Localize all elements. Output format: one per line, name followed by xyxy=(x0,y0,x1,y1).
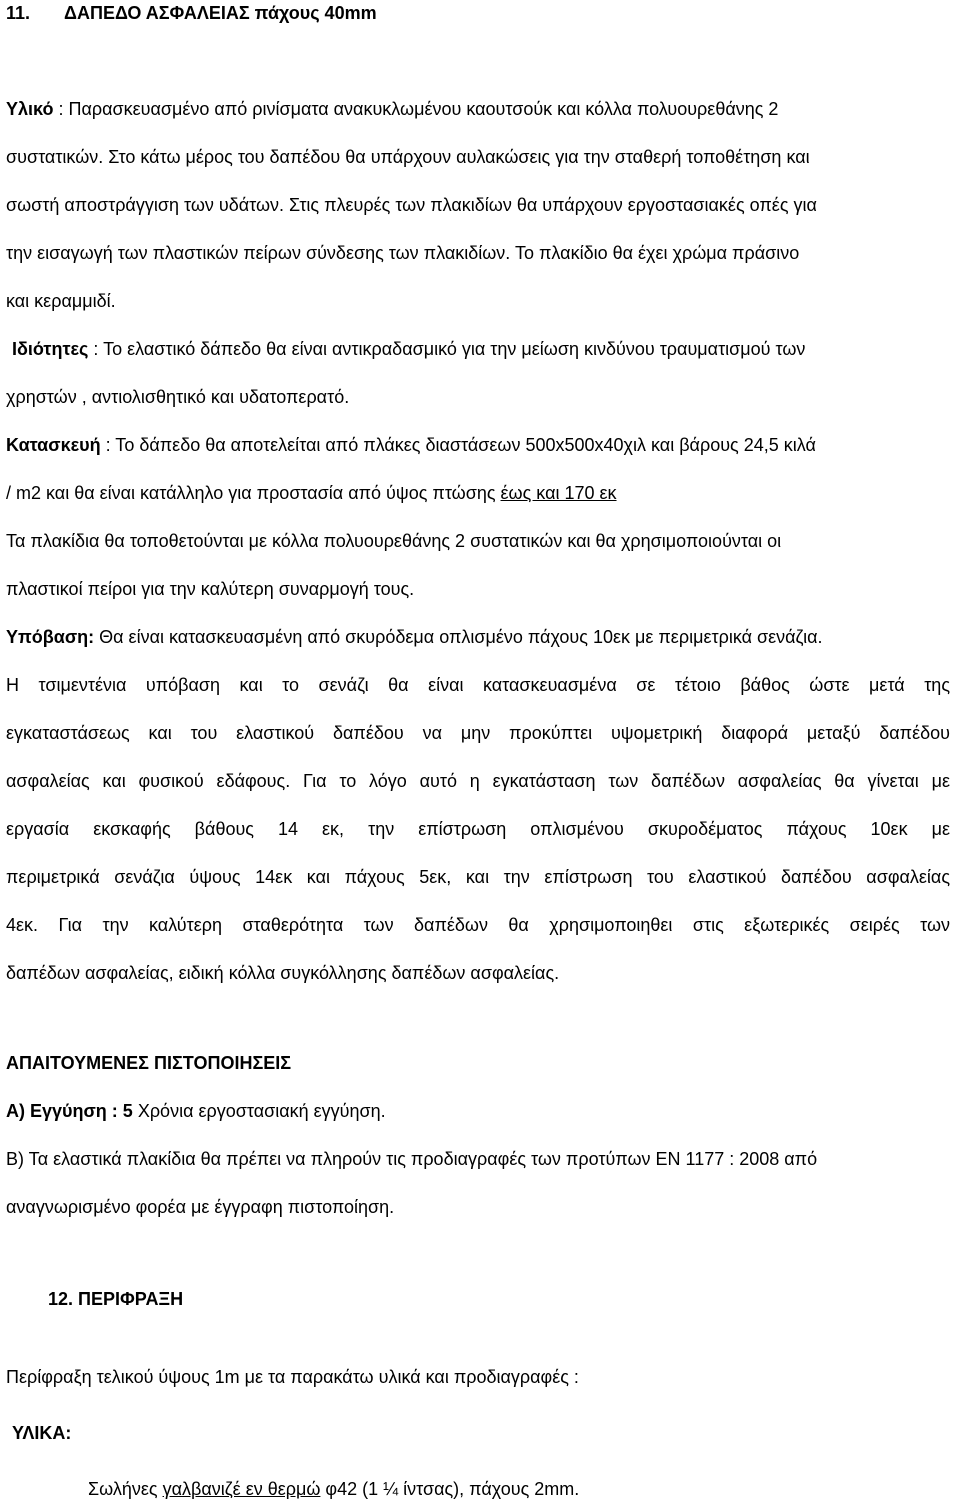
construction-label: Κατασκευή xyxy=(6,435,101,455)
certifications-heading: ΑΠΑΙΤΟΥΜΕΝΕΣ ΠΙΣΤΟΠΟΙΗΣΕΙΣ xyxy=(6,1053,292,1073)
base-paragraph-line-3: ασφαλείας και φυσικού εδάφους. Για το λόγο αυτό η εγκατάσταση των δαπέδων ασφαλείας θα γίνεται με xyxy=(6,771,950,791)
properties-line-2: χρηστών , αντιολισθητικό και υδατοπερατό. xyxy=(6,387,350,407)
base-line-1: Υπόβαση: Θα είναι κατασκευασμένη από σκυρόδεμα οπλισμένο πάχους 10εκ με περιμετρικά σενάζια. xyxy=(6,627,823,647)
base-paragraph-line-1: Η τσιμεντένια υπόβαση και το σενάζι θα είναι κατασκευασμένα σε τέτοιο βάθος ώστε μετά της xyxy=(6,675,950,695)
base-paragraph-line-2: εγκαταστάσεως και του ελαστικού δαπέδου να μην προκύπτει υψομετρική διαφορά μεταξύ δαπέδου xyxy=(6,723,950,743)
properties-line-1: Ιδιότητες : Το ελαστικό δάπεδο θα είναι αντικραδασμικό για την μείωση κινδύνου τραυματισμού των xyxy=(12,339,806,359)
material-line-4: την εισαγωγή των πλαστικών πείρων σύνδεσης των πλακιδίων. Το πλακίδιο θα έχει χρώμα πράσινο xyxy=(6,243,800,263)
section-12-heading: 12. ΠΕΡΙΦΡΑΞΗ xyxy=(48,1289,184,1309)
fence-intro: Περίφραξη τελικού ύψους 1m με τα παρακάτω υλικά και προδιαγραφές : xyxy=(6,1367,579,1387)
construction-line-4: πλαστικοί πείροι για την καλύτερη συναρμογή τους. xyxy=(6,579,415,599)
material-line-2: συστατικών. Στο κάτω μέρος του δαπέδου θα υπάρχουν αυλακώσεις για την σταθερή τοποθέτηση και xyxy=(6,147,810,167)
material-line-5: και κεραμμιδί. xyxy=(6,291,116,311)
fall-height-text: έως και 170 εκ xyxy=(500,483,617,503)
pipes-line: Σωλήνες γαλβανιζέ εν θερμώ φ42 (1 ¼ ίντσας), πάχους 2mm. xyxy=(88,1479,580,1499)
base-paragraph-line-6: 4εκ. Για την καλύτερη σταθερότητα των δαπέδων θα χρησιμοποιηθει στις εξωτερικές σειρές των xyxy=(6,915,950,935)
warranty-line: Α) Εγγύηση : 5 Χρόνια εργοστασιακή εγγύηση. xyxy=(6,1101,386,1121)
section-11-title: ΔΑΠΕΔΟ ΑΣΦΑΛΕΙΑΣ πάχους 40mm xyxy=(64,3,377,23)
construction-line-1: Κατασκευή : Το δάπεδο θα αποτελείται από πλάκες διαστάσεων 500x500x40χιλ και βάρους 24,5 κιλά xyxy=(6,435,816,455)
warranty-label: Α) Εγγύηση : 5 xyxy=(6,1101,133,1121)
galvanized-text: γαλβανιζέ εν θερμώ xyxy=(162,1479,321,1499)
section-11-number: 11. xyxy=(6,3,31,23)
base-paragraph-line-7: δαπέδων ασφαλείας, ειδική κόλλα συγκόλλησης δαπέδων ασφαλείας. xyxy=(6,963,560,983)
base-paragraph-line-5: περιμετρικά σενάζια ύψους 14εκ και πάχους 5εκ, και την επίστρωση του ελαστικού δαπέδου ασφαλείας xyxy=(6,867,950,887)
standards-line-1: Β) Τα ελαστικά πλακίδια θα πρέπει να πληρούν τις προδιαγραφές των προτύπων ΕΝ 1177 : 2008 από xyxy=(6,1149,818,1169)
material-line-1: Υλικό : Παρασκευασμένο από ρινίσματα ανακυκλωμένου καουτσούκ και κόλλα πολυουρεθάνης 2 xyxy=(6,99,779,119)
construction-line-2: / m2 και θα είναι κατάλληλο για προστασία από ύψος πτώσης έως και 170 εκ xyxy=(6,483,617,503)
material-label: Υλικό xyxy=(6,99,54,119)
properties-label: Ιδιότητες xyxy=(12,339,89,359)
material-line-3: σωστή αποστράγγιση των υδάτων. Στις πλευρές των πλακιδίων θα υπάρχουν εργοστασιακές οπές για xyxy=(6,195,817,215)
construction-line-3: Τα πλακίδια θα τοποθετούνται με κόλλα πολυουρεθάνης 2 συστατικών και θα χρησιμοποιούνται οι xyxy=(6,531,782,551)
base-label: Υπόβαση: xyxy=(6,627,95,647)
standards-line-2: αναγνωρισμένο φορέα με έγγραφη πιστοποίηση. xyxy=(6,1197,395,1217)
section-11-heading xyxy=(6,2,950,24)
materials-heading: ΥΛΙΚΑ: xyxy=(12,1423,72,1443)
base-paragraph-line-4: εργασία εκσκαφής βάθους 14 εκ, την επίστρωση οπλισμένου σκυροδέματος πάχους 10εκ με xyxy=(6,819,950,839)
